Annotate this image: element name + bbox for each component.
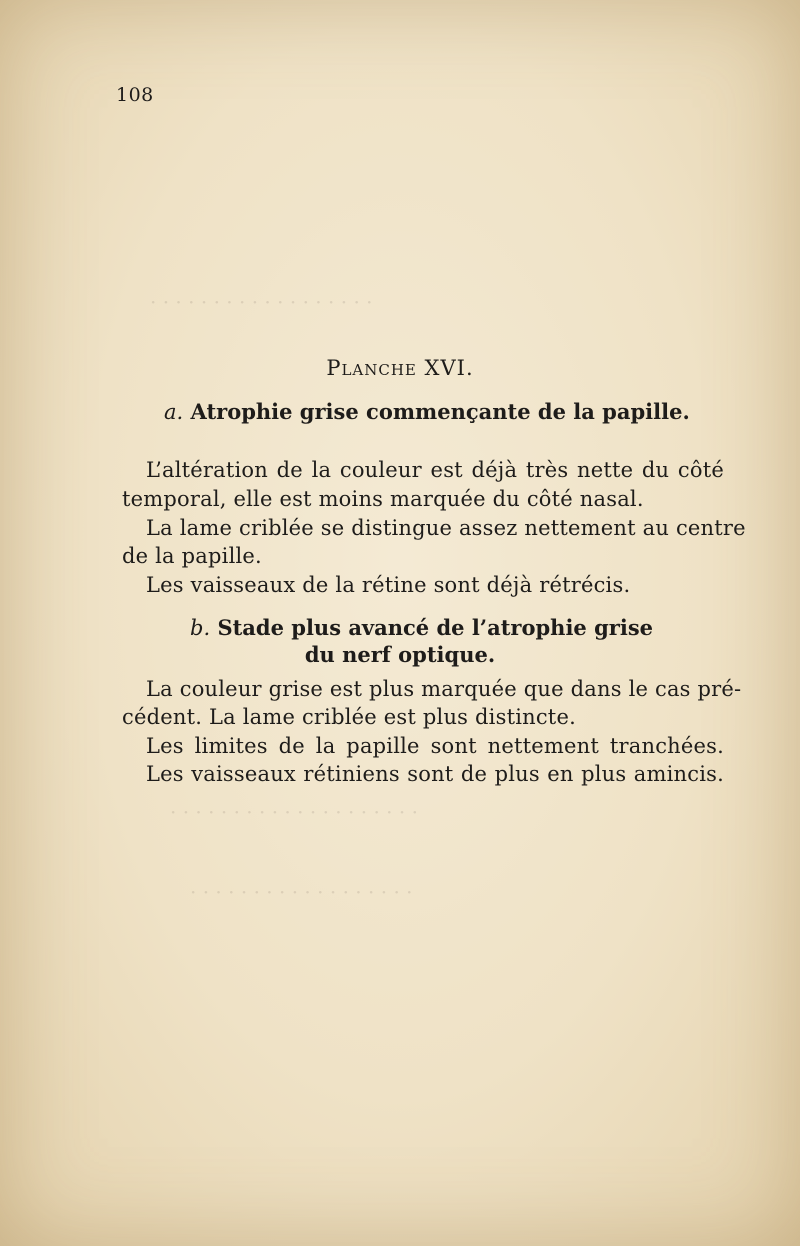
plate-title: Planche XVI. [326,356,474,380]
section-a-paragraph-line: L’altération de la couleur est déjà très nette du côté [146,458,724,482]
section-a-heading [164,399,690,424]
section-a-heading-text: Atrophie grise commençante de la papille. [190,399,690,424]
section-a-letter: a. [164,400,184,424]
section-a-paragraph-line: Les vaisseaux de la rétine sont déjà rétrécis. [146,573,631,597]
section-b-heading-text-line2: du nerf optique. [304,642,496,667]
bleed-through-text: · · · · · · · · · · · · · · · · · · · · [170,800,418,824]
section-a-paragraph-line: La lame criblée se distingue assez nettement au centre [146,516,746,540]
bleed-through-text: · · · · · · · · · · · · · · · · · · [190,880,413,904]
section-b-paragraph-line: Les limites de la papille sont nettement tranchées. [146,734,724,758]
section-b-paragraph-line: La couleur grise est plus marquée que dans le cas pré- [146,677,742,701]
section-a-paragraph-line: temporal, elle est moins marquée du côté nasal. [122,487,644,511]
section-b-letter: b. [190,616,211,640]
page-number: 108 [116,84,154,106]
section-b-heading [190,615,653,640]
section-b-paragraph-line: cédent. La lame criblée est plus distincte. [122,705,576,729]
section-a-paragraph-line: de la papille. [122,544,262,568]
section-b-paragraph-line: Les vaisseaux rétiniens sont de plus en plus amincis. [146,762,724,786]
bleed-through-text: · · · · · · · · · · · · · · · · · · [150,290,373,314]
section-b-heading-text-line1: Stade plus avancé de l’atrophie grise [217,615,654,640]
